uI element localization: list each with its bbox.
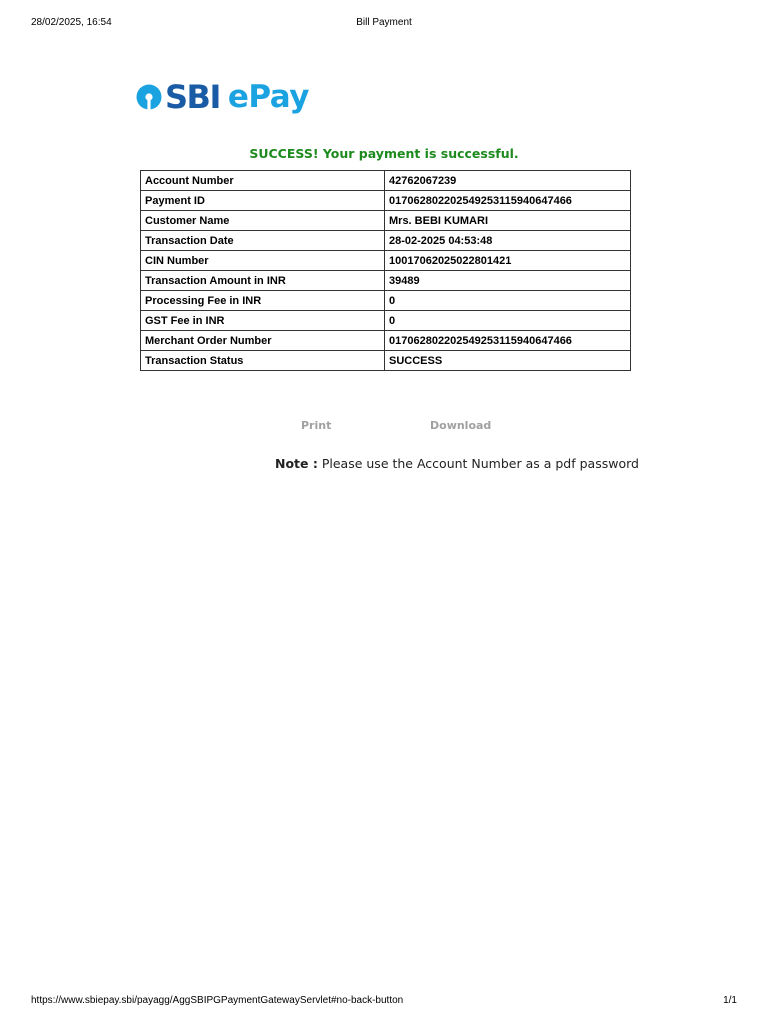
details-value: 0 <box>385 311 631 331</box>
details-row <box>141 271 631 291</box>
details-row <box>141 331 631 351</box>
details-row <box>141 231 631 251</box>
sbi-keyhole-icon <box>136 84 162 110</box>
details-value: 28-02-2025 04:53:48 <box>385 231 631 251</box>
details-label: Merchant Order Number <box>141 331 385 351</box>
details-value: Mrs. BEBI KUMARI <box>385 211 631 231</box>
print-page-number: 1/1 <box>723 995 737 1006</box>
details-label: Transaction Date <box>141 231 385 251</box>
sbi-epay-logo <box>136 78 309 116</box>
details-label: Customer Name <box>141 211 385 231</box>
details-row <box>141 191 631 211</box>
pdf-password-note <box>275 456 639 471</box>
logo-text-epay: ePay <box>227 79 309 115</box>
note-text: Please use the Account Number as a pdf password <box>321 456 639 471</box>
details-value: 017062802202549253115940647466 <box>385 191 631 211</box>
details-label: Payment ID <box>141 191 385 211</box>
details-label: Transaction Status <box>141 351 385 371</box>
details-row <box>141 291 631 311</box>
details-label: CIN Number <box>141 251 385 271</box>
details-row <box>141 311 631 331</box>
logo-text-sbi: SBI <box>165 78 220 116</box>
details-value: 0 <box>385 291 631 311</box>
details-row <box>141 171 631 191</box>
details-row <box>141 211 631 231</box>
print-footer-url: https://www.sbiepay.sbi/payagg/AggSBIPGPaymentGatewayServlet#no-back-button <box>31 995 404 1006</box>
details-row <box>141 351 631 371</box>
payment-success-message: SUCCESS! Your payment is successful. <box>249 146 519 161</box>
note-label: Note : <box>275 456 318 471</box>
print-page-title: Bill Payment <box>356 17 412 28</box>
details-value: 017062802202549253115940647466 <box>385 331 631 351</box>
details-label: GST Fee in INR <box>141 311 385 331</box>
details-value: 10017062025022801421 <box>385 251 631 271</box>
details-value: 42762067239 <box>385 171 631 191</box>
download-button[interactable]: Download <box>430 419 492 432</box>
details-row <box>141 251 631 271</box>
print-datetime: 28/02/2025, 16:54 <box>31 17 112 28</box>
details-value: SUCCESS <box>385 351 631 371</box>
payment-details-table <box>140 170 631 371</box>
details-label: Account Number <box>141 171 385 191</box>
details-label: Transaction Amount in INR <box>141 271 385 291</box>
details-value: 39489 <box>385 271 631 291</box>
print-button[interactable]: Print <box>301 419 332 432</box>
details-label: Processing Fee in INR <box>141 291 385 311</box>
